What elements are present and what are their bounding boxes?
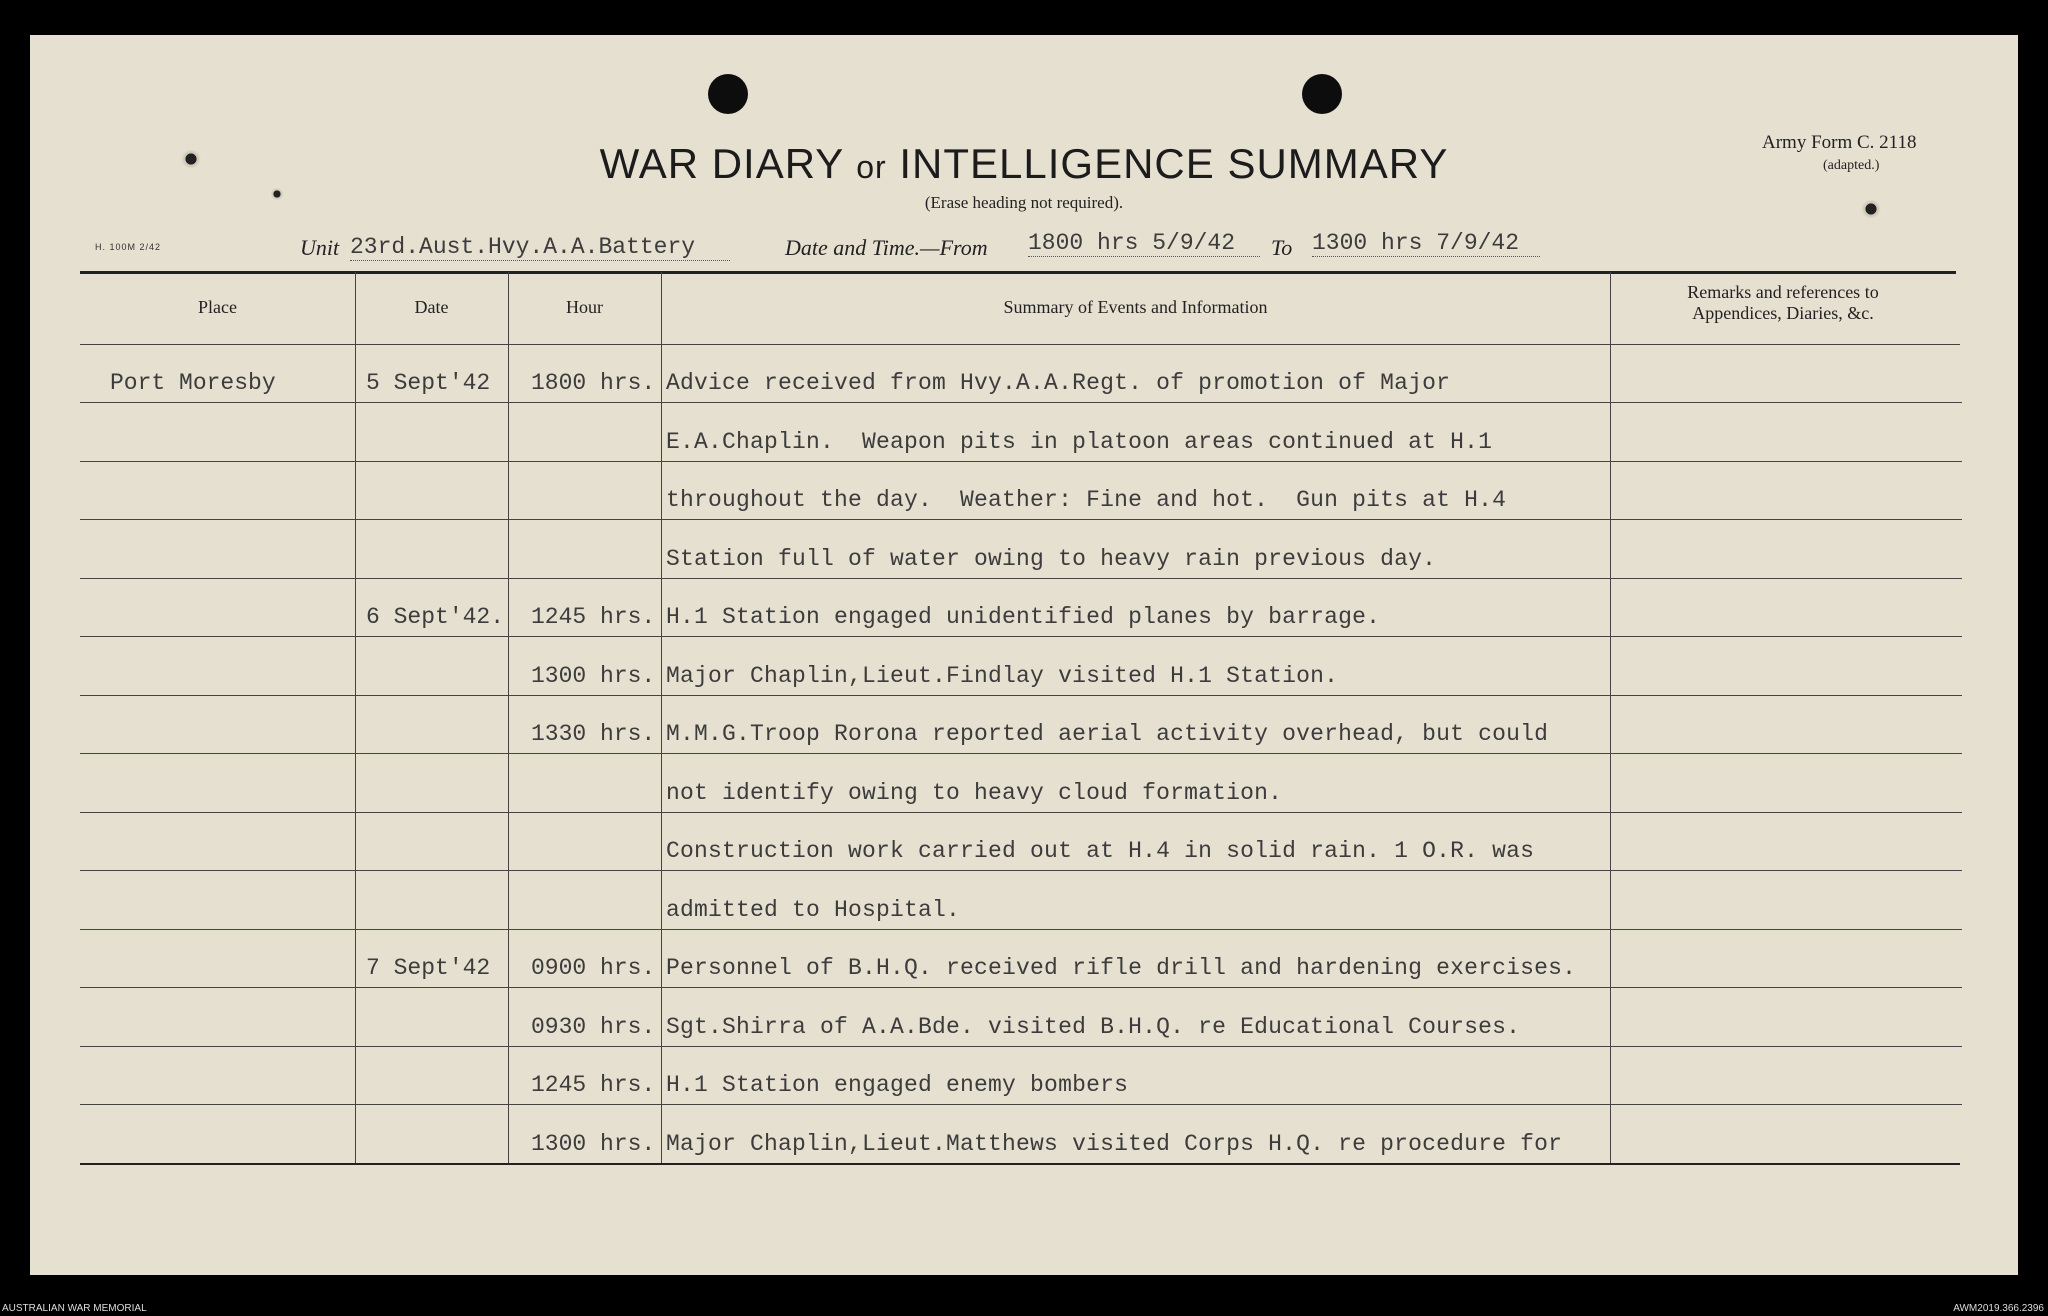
entry-summary: Advice received from Hvy.A.A.Regt. of promotion of Major <box>666 370 1451 396</box>
column-divider <box>1610 272 1611 1164</box>
entry-summary: Personnel of B.H.Q. received rifle drill and hardening exercises. <box>666 955 1577 981</box>
archive-credit: AUSTRALIAN WAR MEMORIAL <box>2 1303 147 1314</box>
binder-hole <box>1302 74 1342 114</box>
row-rule <box>80 1046 1962 1047</box>
from-value: 1800 hrs 5/9/42 <box>1028 230 1260 257</box>
unit-value: 23rd.Aust.Hvy.A.A.Battery <box>350 234 730 261</box>
row-rule <box>80 1163 1960 1165</box>
row-rule <box>80 578 1962 579</box>
row-rule <box>80 870 1962 871</box>
row-rule <box>80 753 1962 754</box>
entry-summary: Station full of water owing to heavy rain previous day. <box>666 545 1437 572</box>
form-subtitle: (Erase heading not required). <box>924 193 1124 212</box>
column-header-date: Date <box>414 297 449 317</box>
to-label: To <box>1271 235 1293 260</box>
entry-hour: 0930 hrs. <box>531 1013 656 1040</box>
column-header-hour: Hour <box>566 297 603 317</box>
entry-summary: Sgt.Shirra of A.A.Bde. visited B.H.Q. re Educational Courses. <box>666 1013 1521 1040</box>
row-rule <box>80 519 1962 520</box>
title-or: or <box>856 149 887 185</box>
row-rule <box>80 987 1962 988</box>
entry-summary: E.A.Chaplin. Weapon pits in platoon areas continued at H.1 <box>666 428 1493 455</box>
column-divider <box>355 272 356 1164</box>
print-code: H. 100M 2/42 <box>95 242 162 252</box>
binder-hole <box>708 74 748 114</box>
column-header-remarks <box>1610 282 1956 324</box>
entry-summary: H.1 Station engaged unidentified planes by barrage. <box>666 604 1381 630</box>
entry-place: Port Moresby <box>110 370 276 396</box>
unit-label: Unit <box>300 235 340 260</box>
row-rule <box>80 461 1962 462</box>
entry-summary: Construction work carried out at H.4 in solid rain. 1 O.R. was <box>666 838 1535 864</box>
entry-summary: not identify owing to heavy cloud formation. <box>666 779 1283 806</box>
title-intelligence-summary: INTELLIGENCE SUMMARY <box>899 140 1449 187</box>
table-top-rule <box>80 271 1956 274</box>
entry-summary: H.1 Station engaged enemy bombers <box>666 1072 1129 1098</box>
entry-summary: Major Chaplin,Lieut.Findlay visited H.1 Station. <box>666 662 1339 689</box>
row-rule <box>80 695 1962 696</box>
remarks-line-1: Remarks and references to <box>1687 282 1879 302</box>
row-rule <box>80 636 1962 637</box>
form-title <box>0 140 2048 188</box>
entry-date: 5 Sept'42 <box>366 370 491 396</box>
entry-hour: 1800 hrs. <box>531 370 656 396</box>
entry-summary: Major Chaplin,Lieut.Matthews visited Corps H.Q. re procedure for <box>666 1130 1563 1157</box>
row-rule <box>80 1104 1962 1105</box>
row-rule <box>80 929 1962 930</box>
date-time-label: Date and Time.—From <box>785 235 988 260</box>
remarks-line-2: Appendices, Diaries, &c. <box>1692 303 1874 323</box>
entry-hour: 1300 hrs. <box>531 1130 656 1157</box>
entry-hour: 1245 hrs. <box>531 604 656 630</box>
row-rule <box>80 812 1962 813</box>
entry-hour: 0900 hrs. <box>531 955 656 981</box>
entry-summary: admitted to Hospital. <box>666 896 961 923</box>
title-war-diary: WAR DIARY <box>599 140 844 187</box>
adapted-note: (adapted.) <box>1823 158 1880 173</box>
entry-hour: 1245 hrs. <box>531 1072 656 1098</box>
entry-date: 6 Sept'42. <box>366 604 505 630</box>
header-bottom-rule <box>80 344 1960 345</box>
column-divider <box>661 272 662 1164</box>
column-header-place: Place <box>198 297 237 317</box>
entry-summary: throughout the day. Weather: Fine and hot. Gun pits at H.4 <box>666 487 1507 513</box>
archive-reference: AWM2019.366.2396 <box>1953 1303 2044 1314</box>
column-divider <box>508 272 509 1164</box>
entry-summary: M.M.G.Troop Rorona reported aerial activity overhead, but could <box>666 721 1549 747</box>
column-header-summary: Summary of Events and Information <box>1003 297 1268 317</box>
entry-hour: 1300 hrs. <box>531 662 656 689</box>
entry-date: 7 Sept'42 <box>366 955 491 981</box>
entry-hour: 1330 hrs. <box>531 721 656 747</box>
to-value: 1300 hrs 7/9/42 <box>1312 230 1540 257</box>
army-form-number: Army Form C. 2118 <box>1762 132 1917 153</box>
row-rule <box>80 402 1962 403</box>
